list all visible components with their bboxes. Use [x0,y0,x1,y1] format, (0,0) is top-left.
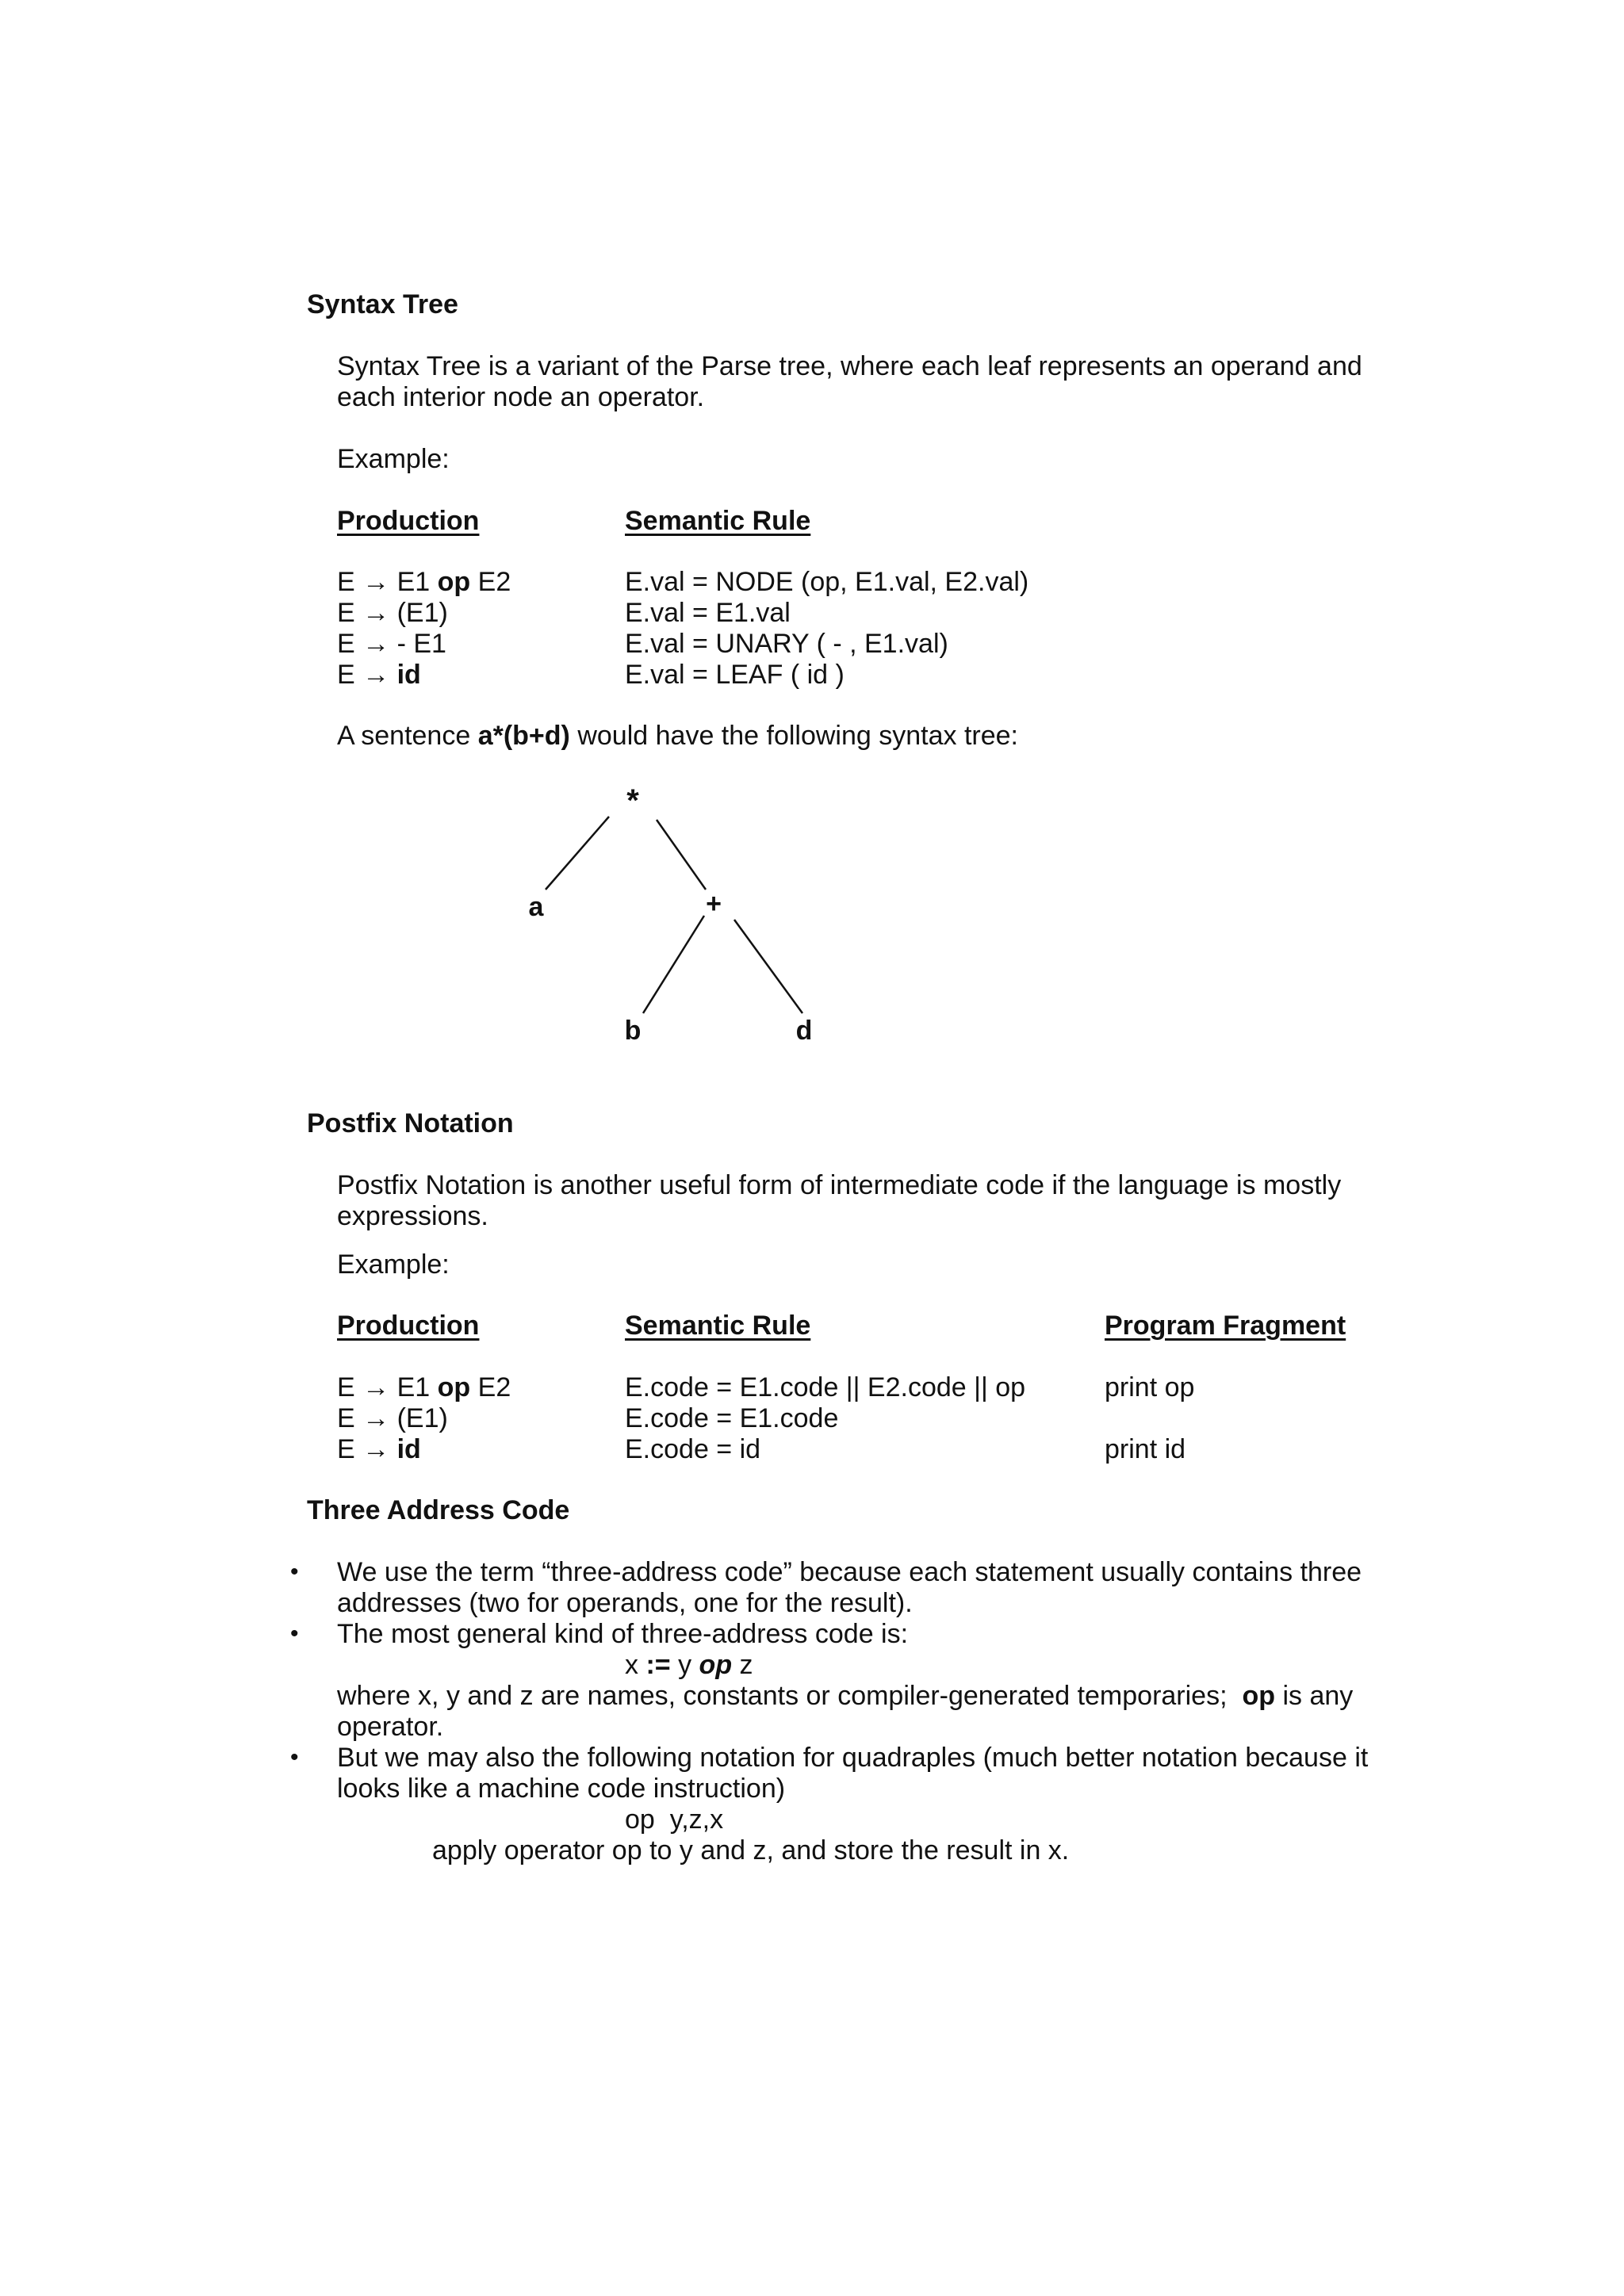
tree-leaf-d: d [795,1016,813,1046]
edge-root-a [546,817,609,890]
postfix-col-semantic: Semantic Rule [625,1311,811,1341]
postfix-col-production: Production [337,1311,480,1341]
bullet-1-line2: addresses (two for operands, one for the result). [337,1588,913,1618]
syntax-tree-col-semantic: Semantic Rule [625,506,811,536]
postfix-rule-1: E.code = E1.code || E2.code || op [625,1372,1026,1402]
syntax-tree-desc-line2: each interior node an operator. [337,382,705,412]
postfix-example-label: Example: [337,1249,450,1280]
bullet-3: • [290,1744,299,1770]
postfix-heading: Postfix Notation [307,1108,514,1138]
tree-leaf-a: a [528,892,544,922]
tree-node-root: * [626,783,639,818]
postfix-desc-line2: expressions. [337,1201,488,1231]
edge-root-plus [657,820,706,890]
three-address-heading: Three Address Code [307,1495,570,1525]
syntax-tree-rule-2: E.val = E1.val [625,598,791,628]
postfix-rule-3: E.code = id [625,1434,761,1464]
postfix-desc-line1: Postfix Notation is another useful form of intermediate code if the language is mostly [337,1170,1342,1200]
bullet-2-line3: where x, y and z are names, constants or compiler-generated temporaries; op is any [337,1681,1354,1711]
syntax-tree-heading: Syntax Tree [307,289,458,320]
bullet-2: • [290,1621,299,1647]
tree-leaf-b: b [624,1016,642,1046]
postfix-col-fragment: Program Fragment [1105,1311,1346,1341]
bullet-3-line2: looks like a machine code instruction) [337,1774,786,1804]
syntax-tree-production-4: E → id [337,660,421,690]
postfix-rule-2: E.code = E1.code [625,1403,839,1433]
syntax-tree-col-production: Production [337,506,480,536]
syntax-tree-rule-3: E.val = UNARY ( - , E1.val) [625,629,948,659]
syntax-tree-sentence: A sentence a*(b+d) would have the following syntax tree: [337,721,1018,751]
postfix-production-2: E → (E1) [337,1403,448,1433]
tree-node-plus: + [706,889,722,919]
bullet-3-line1: But we may also the following notation for quadraples (much better notation because it [337,1743,1369,1773]
syntax-tree-example-label: Example: [337,444,450,474]
postfix-production-3: E → id [337,1434,421,1464]
postfix-fragment-1: print op [1105,1372,1195,1402]
quadruple-notation: op y,z,x [625,1804,724,1835]
syntax-tree-rule-1: E.val = NODE (op, E1.val, E2.val) [625,567,1029,597]
three-address-formula: x := y op z [625,1650,753,1680]
syntax-tree-rule-4: E.val = LEAF ( id ) [625,660,845,690]
syntax-tree-production-2: E → (E1) [337,598,448,628]
quadruple-description: apply operator op to y and z, and store the result in x. [432,1835,1070,1866]
bullet-1: • [290,1559,299,1585]
syntax-tree-desc-line1: Syntax Tree is a variant of the Parse tree, where each leaf represents an operand and [337,351,1362,381]
syntax-tree-production-1: E → E1 op E2 [337,567,511,597]
edge-plus-d [734,920,802,1013]
bullet-1-line1: We use the term “three-address code” because each statement usually contains three [337,1557,1362,1587]
postfix-production-1: E → E1 op E2 [337,1372,511,1402]
bullet-2-line4: operator. [337,1712,444,1742]
bullet-2-line1: The most general kind of three-address code is: [337,1619,909,1649]
syntax-tree-production-3: E → - E1 [337,629,446,659]
edge-plus-b [643,916,704,1013]
postfix-fragment-3: print id [1105,1434,1186,1464]
